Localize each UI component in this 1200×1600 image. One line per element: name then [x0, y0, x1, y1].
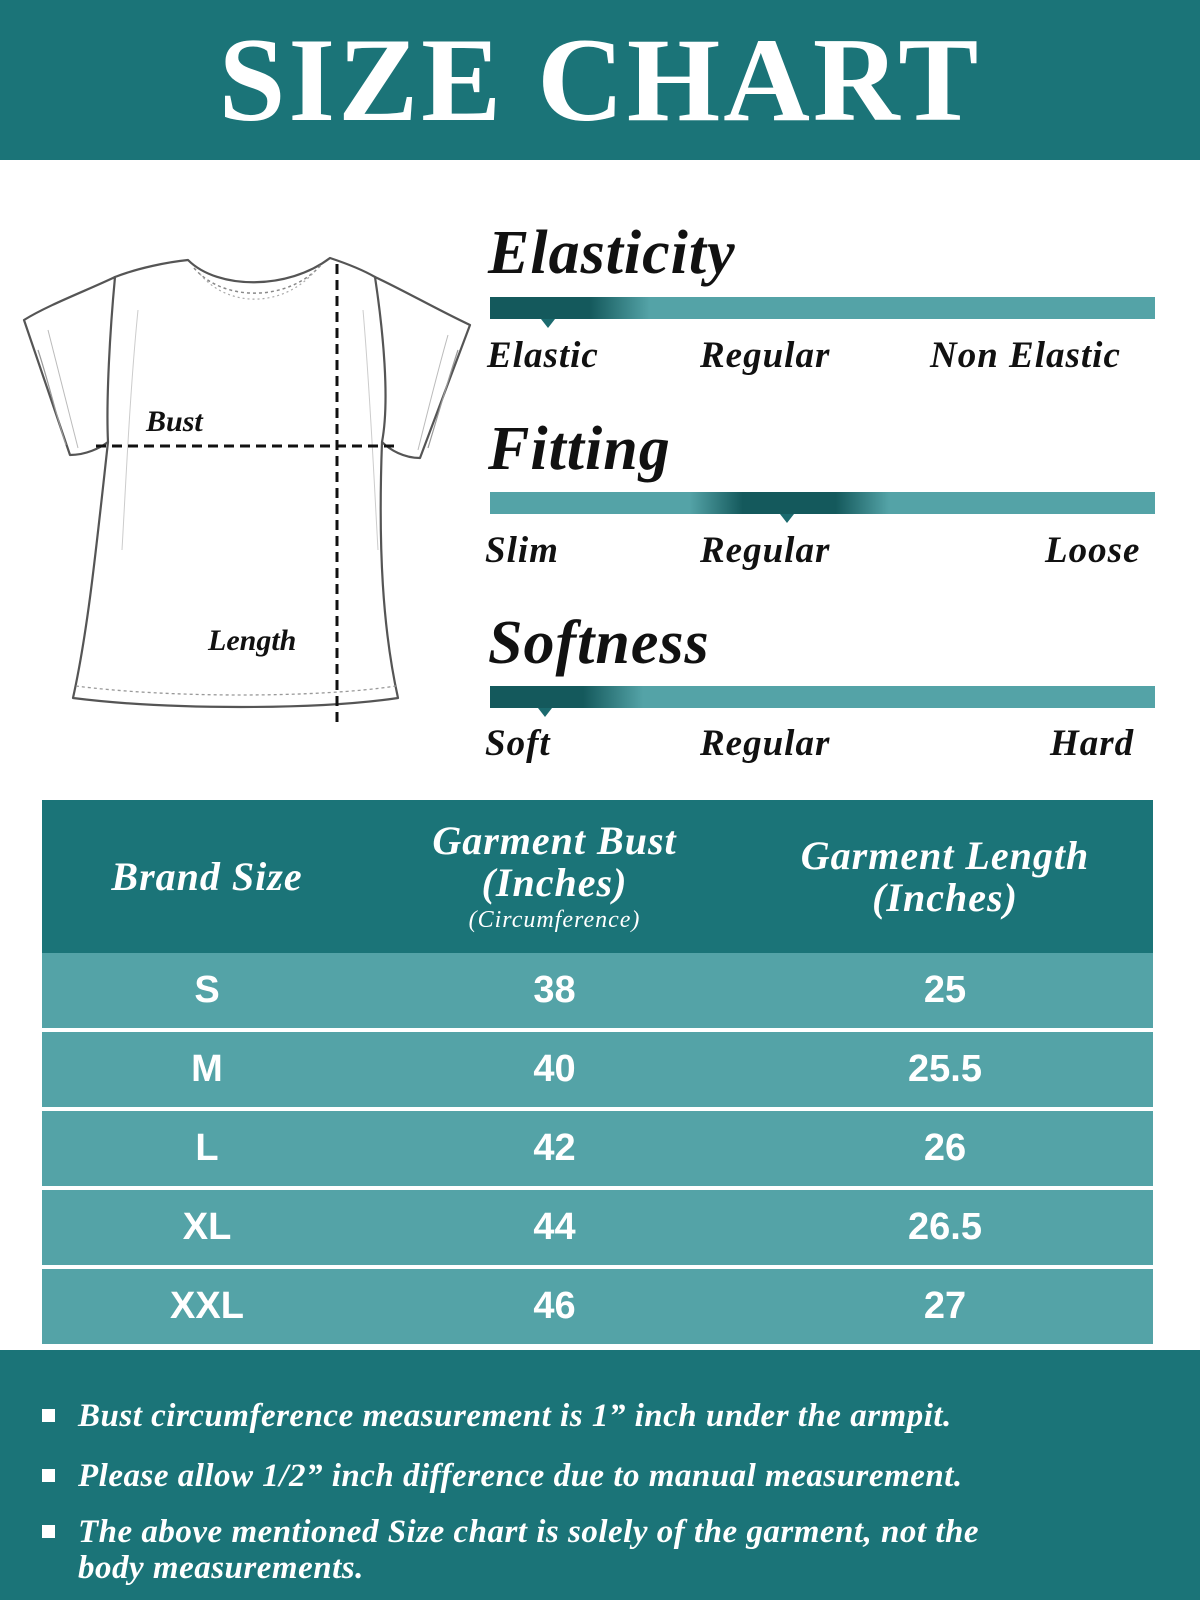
page-title: SIZE CHART [218, 13, 982, 146]
header-garment-bust [372, 800, 737, 953]
note-text: Bust circumference measurement is 1” inch under the armpit. [78, 1398, 952, 1434]
fitting-marker-icon [780, 514, 794, 523]
header-garment-length [737, 800, 1153, 953]
fitting-label-loose: Loose [1045, 530, 1141, 571]
cell-size: XXL [170, 1285, 244, 1327]
bust-label: Bust [146, 405, 203, 438]
header-brand-size [42, 800, 372, 953]
header-brand-size-label: Brand Size [111, 853, 303, 899]
notes-footer [0, 1350, 1200, 1600]
note-text: Please allow 1/2” inch difference due to manual measurement. [78, 1458, 963, 1494]
cell-bust: 44 [533, 1206, 576, 1248]
bullet-icon [42, 1469, 55, 1482]
elasticity-scale-bar [490, 297, 1155, 319]
header-length-unit: (Inches) [872, 874, 1018, 920]
cell-length: 26.5 [908, 1206, 982, 1248]
header-bust-unit: (Inches) [481, 859, 628, 905]
cell-length: 25 [923, 969, 967, 1011]
fitting-title: Fitting [488, 415, 671, 483]
elasticity-marker-icon [541, 319, 555, 328]
header-bust-label: Garment Bust [432, 817, 677, 863]
softness-label-regular: Regular [700, 723, 831, 764]
cell-length: 25.5 [908, 1048, 982, 1090]
cell-bust: 38 [533, 969, 576, 1011]
table-row [42, 953, 1153, 1028]
note-item [42, 1398, 1178, 1434]
bullet-icon [42, 1409, 55, 1422]
cell-bust: 40 [533, 1048, 576, 1090]
cell-size: M [191, 1048, 223, 1090]
tshirt-diagram [18, 250, 478, 750]
table-row [42, 1269, 1153, 1344]
elasticity-label-non-elastic: Non Elastic [930, 335, 1121, 376]
cell-length: 27 [923, 1285, 967, 1327]
softness-marker-icon [538, 708, 552, 717]
note-text: The above mentioned Size chart is solely of the garment, not the body measurements. [78, 1514, 979, 1586]
fitting-label-regular: Regular [700, 530, 831, 571]
elasticity-label-regular: Regular [700, 335, 831, 376]
table-body [42, 953, 1153, 1344]
cell-size: L [195, 1127, 219, 1169]
softness-label-soft: Soft [485, 723, 551, 764]
cell-size: XL [182, 1206, 232, 1248]
fitting-label-slim: Slim [485, 530, 559, 571]
fitting-scale-bar [490, 492, 1155, 514]
cell-size: S [194, 969, 220, 1011]
elasticity-label-elastic: Elastic [487, 335, 599, 376]
table-header-row [42, 800, 1153, 953]
table-row [42, 1111, 1153, 1186]
bullet-icon [42, 1525, 55, 1538]
softness-label-hard: Hard [1050, 723, 1135, 764]
cell-length: 26 [923, 1127, 967, 1169]
size-table [42, 800, 1153, 1344]
table-row [42, 1032, 1153, 1107]
length-label: Length [208, 624, 297, 657]
note-item [42, 1514, 998, 1586]
table-row [42, 1190, 1153, 1265]
header-banner [0, 0, 1200, 160]
header-length-label: Garment Length [800, 832, 1090, 878]
softness-title: Softness [488, 609, 710, 677]
note-item [42, 1458, 1178, 1494]
elasticity-title: Elasticity [488, 219, 736, 287]
softness-scale-bar [490, 686, 1155, 708]
cell-bust: 46 [533, 1285, 576, 1327]
header-bust-subtitle: (Circumference) [468, 906, 641, 933]
cell-bust: 42 [533, 1127, 576, 1169]
